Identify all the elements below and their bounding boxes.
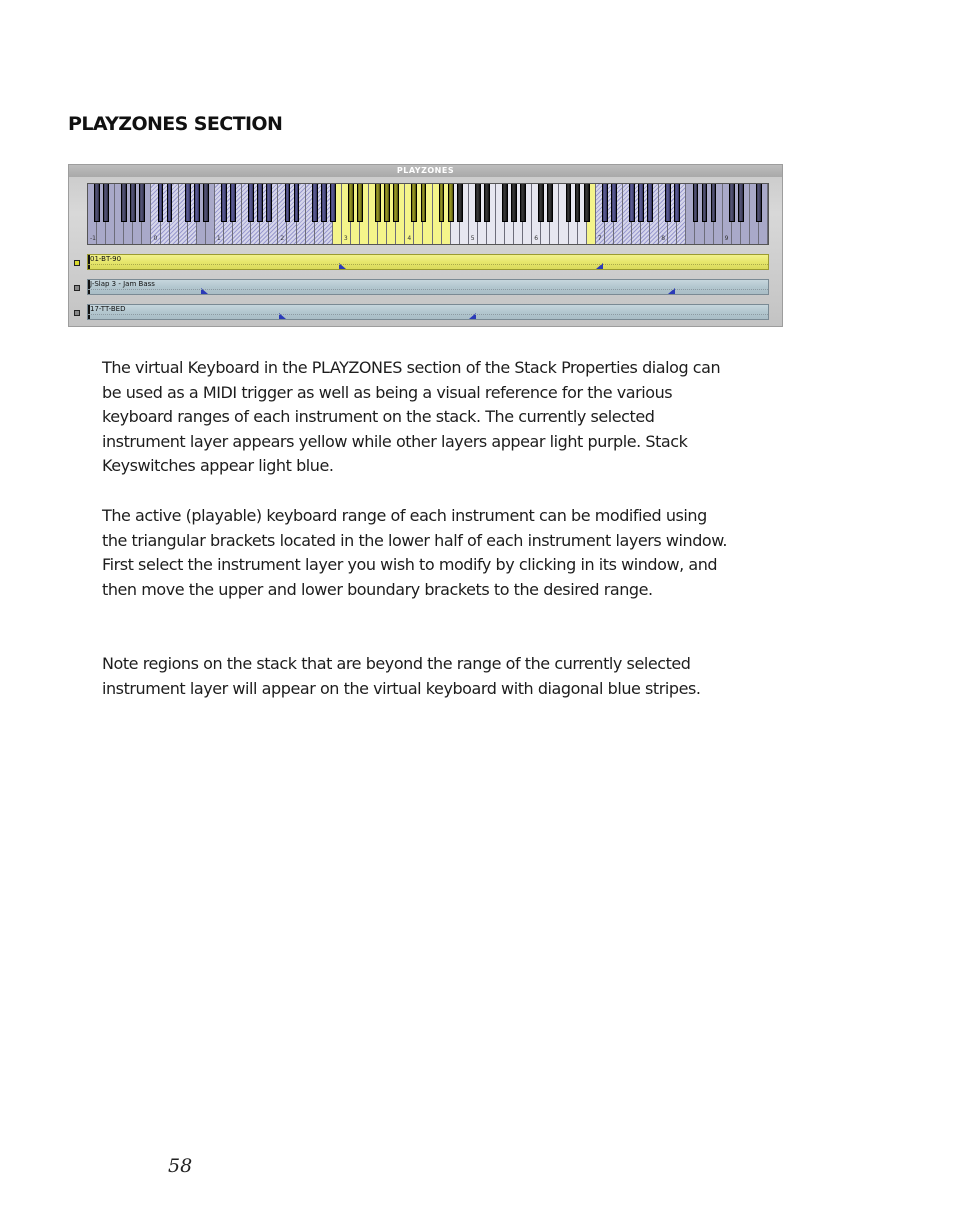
black-key[interactable]	[566, 184, 572, 222]
virtual-keyboard[interactable]	[87, 183, 769, 245]
black-key[interactable]	[711, 184, 717, 222]
black-key[interactable]	[103, 184, 109, 222]
black-key[interactable]	[167, 184, 173, 222]
black-key[interactable]	[221, 184, 227, 222]
octave-label: 5	[470, 235, 475, 242]
playzones-panel	[68, 164, 783, 327]
layer-3-select-led[interactable]	[74, 310, 80, 316]
black-key[interactable]	[266, 184, 272, 222]
page-number: 58	[168, 1155, 193, 1177]
black-key[interactable]	[647, 184, 653, 222]
black-key[interactable]	[729, 184, 735, 222]
paragraph-3: Note regions on the stack that are beyond the range of the currently selected instrument layer will appear on the virtual keyboard with diagonal blue stripes.	[102, 654, 701, 698]
panel-title: PLAYZONES	[69, 165, 782, 177]
black-key[interactable]	[121, 184, 127, 222]
octave-label: -1	[90, 235, 96, 242]
black-key[interactable]	[375, 184, 381, 222]
black-key[interactable]	[575, 184, 581, 222]
black-key[interactable]	[665, 184, 671, 222]
black-key[interactable]	[520, 184, 526, 222]
black-key[interactable]	[502, 184, 508, 222]
black-key[interactable]	[629, 184, 635, 222]
octave-label: 1	[216, 235, 221, 242]
black-key[interactable]	[484, 184, 490, 222]
octave-label: 6	[534, 235, 539, 242]
lower-range-bracket[interactable]	[201, 288, 208, 294]
octave-label: 3	[343, 235, 348, 242]
black-key[interactable]	[139, 184, 145, 222]
black-key[interactable]	[194, 184, 200, 222]
black-key[interactable]	[203, 184, 209, 222]
paragraph-1: The virtual Keyboard in the PLAYZONES section of the Stack Properties dialog can be used as a MIDI trigger as well as being a visual reference for the various keyboard ranges of each instrument on the stack. The currently selected instrument layer appears yellow while other layers appear light purple. Stack Keyswitches appear light blue.	[102, 358, 721, 476]
black-key[interactable]	[693, 184, 699, 222]
upper-range-bracket[interactable]	[596, 263, 603, 269]
black-key[interactable]	[638, 184, 644, 222]
black-key[interactable]	[511, 184, 517, 222]
black-key[interactable]	[348, 184, 354, 222]
black-key[interactable]	[547, 184, 553, 222]
black-key[interactable]	[674, 184, 680, 222]
layer-name: 17-TT-BED	[90, 305, 126, 313]
upper-range-bracket[interactable]	[668, 288, 675, 294]
black-key[interactable]	[756, 184, 762, 222]
section-heading: PLAYZONES SECTION	[68, 113, 283, 135]
black-key[interactable]	[285, 184, 291, 222]
black-key[interactable]	[384, 184, 390, 222]
octave-label: 4	[407, 235, 412, 242]
layer-strip-1[interactable]	[87, 254, 769, 270]
black-key[interactable]	[702, 184, 708, 222]
black-key[interactable]	[393, 184, 399, 222]
black-key[interactable]	[357, 184, 363, 222]
black-key[interactable]	[439, 184, 445, 222]
black-key[interactable]	[294, 184, 300, 222]
octave-label: 8	[661, 235, 666, 242]
black-key[interactable]	[448, 184, 454, 222]
octave-label: 2	[280, 235, 285, 242]
upper-range-bracket[interactable]	[469, 313, 476, 319]
lower-range-bracket[interactable]	[339, 263, 346, 269]
black-key[interactable]	[602, 184, 608, 222]
layer-name: 01-BT-90	[90, 255, 122, 263]
black-key[interactable]	[185, 184, 191, 222]
black-key[interactable]	[584, 184, 590, 222]
black-key[interactable]	[230, 184, 236, 222]
layer-strip-3[interactable]	[87, 304, 769, 320]
black-key[interactable]	[475, 184, 481, 222]
black-key[interactable]	[330, 184, 336, 222]
black-key[interactable]	[312, 184, 318, 222]
black-key[interactable]	[738, 184, 744, 222]
layer-name: J-Slap 3 - Jam Bass	[90, 280, 155, 288]
octave-label: 9	[724, 235, 729, 242]
black-key[interactable]	[158, 184, 164, 222]
octave-label: 0	[153, 235, 158, 242]
black-key[interactable]	[611, 184, 617, 222]
lower-range-bracket[interactable]	[279, 313, 286, 319]
black-key[interactable]	[321, 184, 327, 222]
black-key[interactable]	[130, 184, 136, 222]
black-key[interactable]	[457, 184, 463, 222]
black-key[interactable]	[257, 184, 263, 222]
black-key[interactable]	[538, 184, 544, 222]
layer-2-select-led[interactable]	[74, 285, 80, 291]
octave-label: 7	[597, 235, 602, 242]
black-key[interactable]	[421, 184, 427, 222]
black-key[interactable]	[248, 184, 254, 222]
paragraph-2: The active (playable) keyboard range of each instrument can be modified using the triangular brackets located in the lower half of each instrument layers window. First select the instrument layer you wish to modify by clicking in its window, and then move the upper and lower boundary brackets to the desired range.	[102, 506, 728, 599]
black-key[interactable]	[411, 184, 417, 222]
black-key[interactable]	[94, 184, 100, 222]
layer-strip-2[interactable]	[87, 279, 769, 295]
layer-1-select-led[interactable]	[74, 260, 80, 266]
